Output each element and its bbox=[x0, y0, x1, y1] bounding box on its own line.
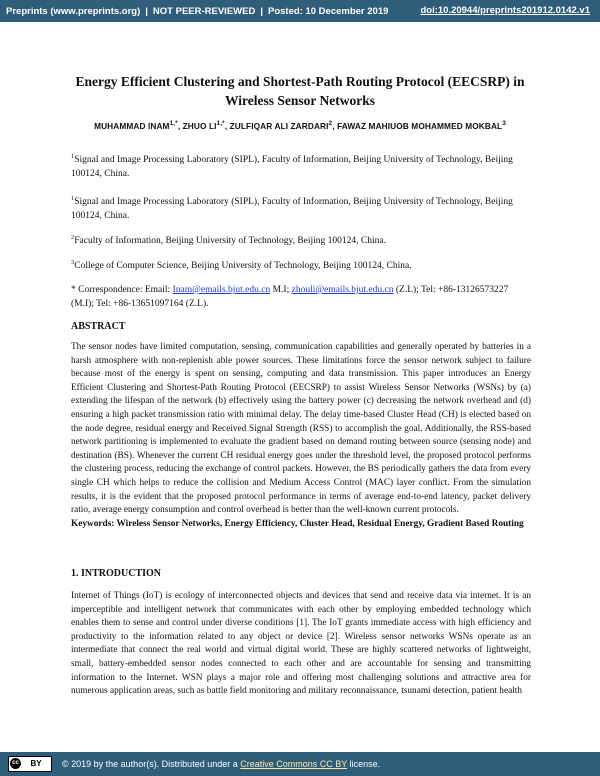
author-name: FAWAZ MAHIUOB MOHAMMED MOKBAL bbox=[337, 121, 503, 131]
preprint-header-bar bbox=[0, 0, 600, 22]
author-name: ZHUO LI bbox=[182, 121, 217, 131]
header-left: Preprints (www.preprints.org) | NOT PEER-REVIEWED | Posted: 10 December 2019 bbox=[6, 5, 389, 17]
email-link-zhouli[interactable]: zhouli@emails.bjut.edu.cn bbox=[291, 285, 394, 295]
affiliation-3: $^2$Faculty of Information, Beijing University of Technology, Beijing 100124, China. bbox=[71, 233, 386, 246]
creative-commons-link[interactable]: Creative Commons CC BY bbox=[240, 759, 348, 769]
correspondence: * Correspondence: Email: Inam@emails.bjut.edu.cn M.I; zhouli@emails.bjut.edu.cn (Z.L); Tel: +86-13126573227 (M.I); Tel: +86-13651097164 (Z.L). bbox=[71, 285, 509, 309]
author-name: MUHAMMAD INAM bbox=[94, 121, 170, 131]
email-link-inam[interactable]: Inam@emails.bjut.edu.cn bbox=[172, 285, 271, 295]
peer-review-status: NOT PEER-REVIEWED bbox=[152, 5, 256, 17]
doi-link[interactable]: doi:10.20944/preprints201912.0142.v1 bbox=[420, 5, 590, 16]
keywords: Wireless Sensor Networks, Energy Efficiency, Cluster Head, Residual Energy, Gradient Based Routing bbox=[114, 518, 524, 529]
intro-body: Internet of Things (IoT) is ecology of interconnected objects and devices that send and receive data via internet. It is an imperceptible and intelligent network that communicates with each other by employing embedded technology which enables them to sense and control under diverse conditions [1]. The IoT grants immediate access with high efficiency and productivity to the information related to any object or device [2]. Wireless sensor networks WSNs operate as an intermediate that connect the real world and virtual digital world. These are highly scattered networks of lightweight, small, battery-embedded sensor nodes connected to each other and are accountable for sensing and transmitting information to the Internet. WSN plays a major role and offering most challenging solutions and attractive area for numerous application areas, such as battle field monitoring and military reconnaissance, tsunami detection, patient health bbox=[71, 591, 531, 697]
paper-title: Energy Efficient Clustering and Shortest-Path Routing Protocol (EECSRP) in Wireless Sensor Networks bbox=[75, 74, 525, 108]
abstract-heading: ABSTRACT bbox=[71, 321, 126, 332]
license-footer bbox=[0, 752, 600, 776]
abstract-body: The sensor nodes have limited computation, sensing, communication capabilities and generally operated by batteries in a harsh atmosphere with non-replenish able power sources. These limitations force the sensor network subject to failure because most of the energy is spent on sensing, computing and data transmission. This paper introduces an Energy Efficient Clustering and Shortest-Path Routing Protocol (EECSRP) to assist Wireless Sensor Networks (WSNs) by (a) extending the lifespan of the network (b) effectively using the battery power (c) decreasing the network overhead and (d) ensuring a high packet transmission ratio with minimal delay. The delay time-based Cluster Head (CH) is elected based on the node degree, residual energy and Received Signal Strength (RSS) to accomplish the goal. Additionally, the RSS-based network partitioning is implemented to evaluate the gradient based on demand routing between source (sensing node) and destination (BS). Whenever the current CH residual energy goes under the threshold level, the proposed protocol performs the clustering process, reducing the exchange of control packets. However, the BS periodically gathers the data from every single CH which helps to reduce the collision and Medium Access Control (MAC) layer conflict. From the simulation results, it is the evident that the proposed protocol performance in terms of average end-to-end latency, packet delivery ratio, average energy consumption and control overhead is better than the well-known current protocols. Keywords: Wireless Sensor Networks, Energy Efficiency, Cluster Head, Residual Energy, Gradient Based Routing bbox=[71, 342, 531, 529]
posted-date: Posted: 10 December 2019 bbox=[268, 5, 389, 17]
intro-heading: 1. INTRODUCTION bbox=[71, 568, 162, 579]
affiliation-2: $^1$Signal and Image Processing Laboratory (SIPL), Faculty of Information, Beijing University of Technology, Beijing 100124, China. bbox=[71, 194, 513, 221]
author-list: MUHAMMAD $INAM^{1,*}$, ZHUO $LI^{1,*}$, ZULFIQAR ALI ZARDARI$^2$, FAWAZ MAHIUOB MOHAMMED MOKBAL$^3$ bbox=[94, 120, 506, 131]
author-name: ZULFIQAR ALI ZARDARI bbox=[229, 121, 329, 131]
preprints-site-label[interactable]: Preprints (www.preprints.org) bbox=[6, 5, 141, 17]
license-text: © 2019 by the author(s). Distributed under a Creative Commons CC BY license. bbox=[62, 759, 381, 769]
cc-by-license-icon: cc BY bbox=[8, 756, 52, 772]
keywords-label: Keywords: bbox=[71, 518, 115, 529]
affiliation-1: $^1$Signal and Image Processing Laboratory (SIPL), Faculty of Information, Beijing University of Technology, Beijing 100124, China. bbox=[71, 152, 513, 179]
affiliation-4: $^3$College of Computer Science, Beijing University of Technology, Beijing 100124, China. bbox=[71, 258, 412, 271]
